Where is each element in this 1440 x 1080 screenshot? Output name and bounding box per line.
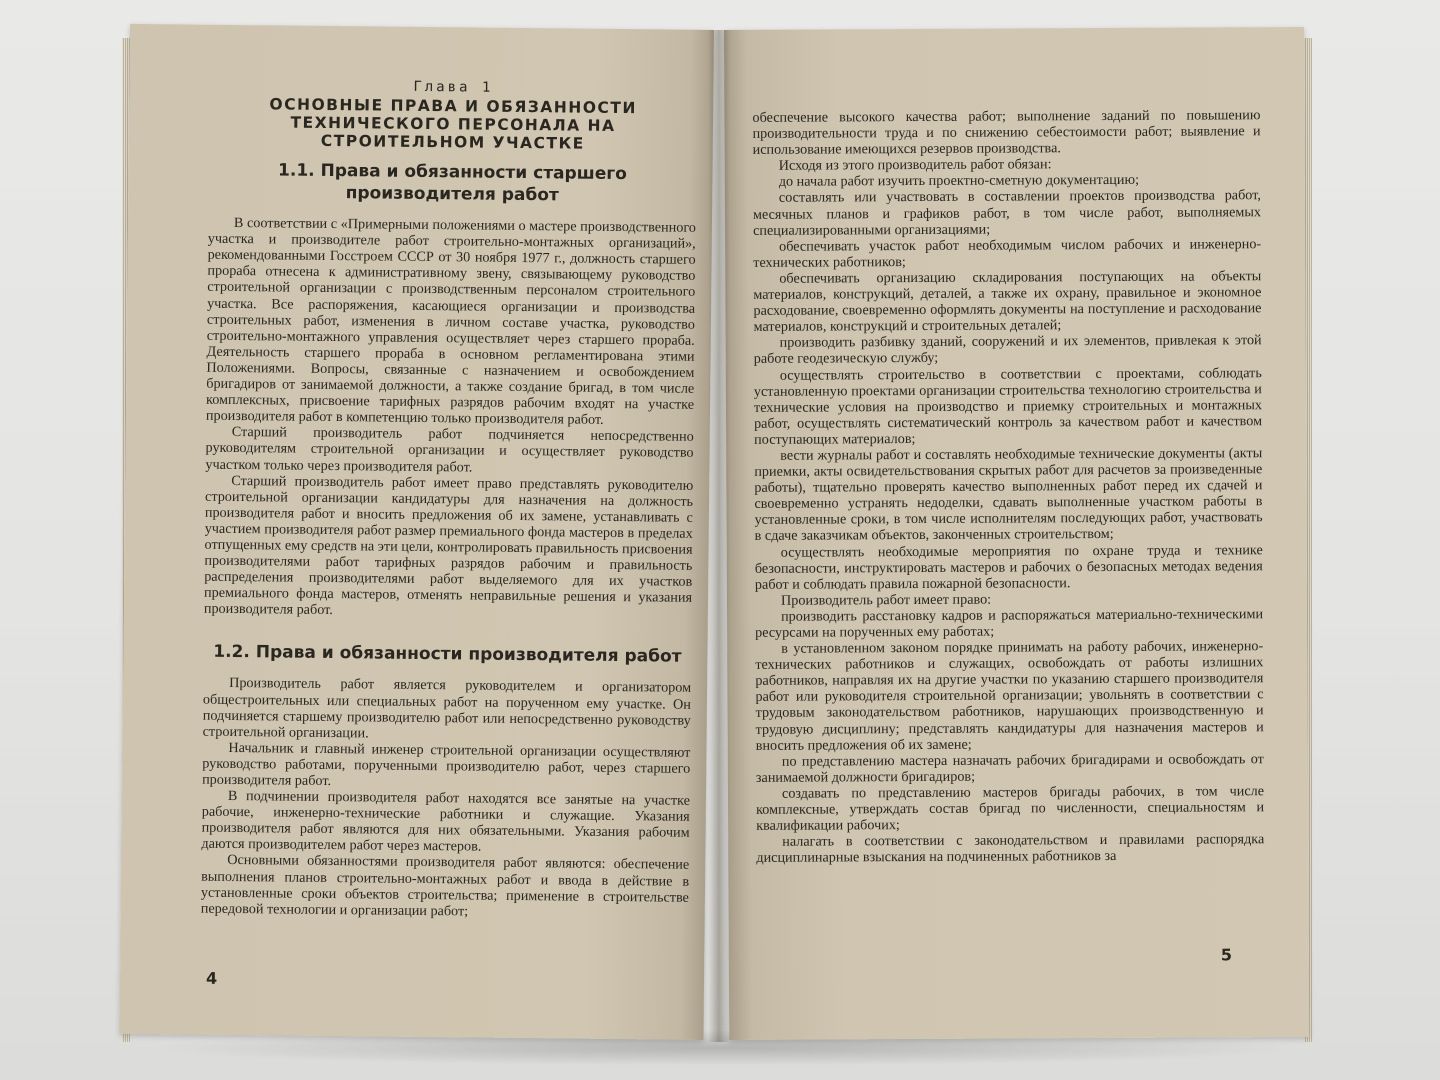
chapter-title-line-2: ТЕХНИЧЕСКОГО ПЕРСОНАЛА НА СТРОИТЕЛЬНОМ УЧАСТКЕ [290, 113, 616, 153]
chapter-title-line-1: ОСНОВНЫЕ ПРАВА И ОБЯЗАННОСТИ [269, 95, 637, 118]
right-page [724, 27, 1309, 1040]
right-page-paragraph: Производитель работ имеет право: [780, 591, 992, 609]
right-page-paragraph: осуществлять необходимые мероприятия по охране труда и технике безопасности, инструктировать мастеров и рабочих о безопасных методах ведения работ и соблюдать правила пожарной безопасности. [754, 541, 1263, 593]
section-1-paragraph: Старший производитель работ имеет право представлять руководителю строительной организации кандидатуры для назначения на должность производителя работ и вносить предложения об их замене, устанавливать с участием производителя работ размер премиального фонда мастеров в пределах отпущенных ему средств на эти цели, контролировать правильность присвоения производителями работ тарифных разрядов рабочим и правильность распределения производителями работ выделяемого для их участков премиального фонда мастеров, отменять неправильные решения и указания производителя работ. [203, 472, 694, 619]
section-2-paragraph: Производитель работ является руководителем и организатором общестроительных или специальных работ на порученном ему участке. Он подчиняется старшему производителю работ или непосредственно руководству строительной организации. [202, 675, 692, 742]
open-book [112, 30, 1320, 1054]
section-2-paragraph: Начальник и главный инженер строительной организации осуществляют руководство работами, порученными производителю работ, через старшего производителя работ. [202, 739, 691, 790]
chapter-title [209, 95, 698, 154]
right-page-paragraph: вести журналы работ и составлять необходимые технические документы (акты приемки, акты освидетельствования скрытых работ для расчетов за произведенные работы), тщательно проверять качество выполненных работ перед их сдачей и своевременно устранять недоделки, сдавать выполненные участком работы в установленные сроки, в том числе исполнителям последующих работ, участвовать в сдаче заказчикам объектов, законченных строительством; [754, 445, 1263, 545]
section-2-paragraph: Основными обязанностями производителя работ являются: обеспечение выполнения планов строительно-монтажных работ и ввода в действие в установленные сроки объектов строительства; применение в строительстве передовой технологии и организации работ; [200, 852, 690, 920]
section-2-paragraph: В подчинении производителя работ находятся все занятые на участке рабочие, инженерно-технические работники и служащие. Указания производителя работ являются для них обязательными. Указания рабочим даются производителем работ через мастеров. [201, 788, 691, 855]
right-page-paragraph: Исходя из этого производитель работ обязан: [778, 156, 1052, 174]
right-page-paragraph: производить расстановку кадров и распоряжаться материально-техническими ресурсами на порученных ему работах; [755, 606, 1264, 641]
right-page-paragraph: создавать по представлению мастеров бригады рабочих, в том числе комплексные, утверждать состав бригад по численности, специальностям и квалификации рабочих; [756, 783, 1265, 834]
section-1-paragraph: В соответствии с «Примерными положениями о мастере производственного участка и производителе работ строительно-монтажных организаций», рекомендованными Госстроем СССР от 30 ноября 1977 г., должность старшего прораба отнесена к административному звену, связывающему руководство строительной организации с производственным персоналом строительного участка. Все распоряжения, касающиеся организации и производства строительных работ, изменения в личном составе участка, руководство строительно-монтажного управления осуществляет через старшего прораба. Деятельность старшего прораба в основном регламентирована этими Положениями. Вопросы, связанные с назначением и освобождением бригадиров от занимаемой должности, а также создание бригад, в том числе комплексных, присвоение тарифных разрядов рабочим входят на участке производителя работ в компетенцию только производителя работ. [205, 215, 697, 429]
right-page-paragraph: обеспечивать организацию складирования поступающих на объекты материалов, конструкций, деталей, а также их охрану, правильное и экономное расходование, своевременно оформлять документы на поступление и расходование материалов, конструкций и строительных деталей; [753, 268, 1262, 336]
right-page-paragraph: в установленном законом порядке принимать на работу рабочих, инженерно-технических работников и служащих, освобождать от работы излишних работников, направляя их на другие участки по указанию старшего производителя работ или руководителя строительной организации; увольнять в соответствии с трудовым законодательством работников, нарушающих производственную и трудовую дисциплину; представлять кандидатуры для назначения мастеров и вносить предложения об их замене; [755, 638, 1264, 754]
left-page [119, 24, 714, 1040]
right-page-content [752, 107, 1264, 866]
right-page-paragraph: обеспечивать участок работ необходимым числом рабочих и инженерно-технических работников; [753, 235, 1262, 271]
left-page-content [201, 75, 698, 922]
section-1-title [208, 159, 696, 208]
right-page-paragraph: производить разбивку зданий, сооружений и их элементов, привлекая к этой работе геодезическую службу; [753, 332, 1262, 368]
section-1-title-line-2: производителя работ [345, 183, 559, 206]
page-number-right: 5 [1220, 945, 1233, 965]
page-number-left: 4 [205, 968, 218, 988]
chapter-number: Глава 1 [413, 78, 494, 96]
right-page-paragraph: по представлению мастера назначать рабочих бригадирами и освобождать от занимаемой должности бригадиров; [755, 750, 1264, 786]
right-page-paragraph: составлять или участвовать в составлении проектов производства работ, месячных планов и графиков работ, в том числе работ, выполняемых специализированными организациями; [752, 187, 1262, 239]
right-page-paragraph: обеспечение высокого качества работ; выполнение заданий по повышению производительности труда и по снижению себестоимости работ; выявление и использование имеющихся резервов производства. [752, 107, 1261, 159]
section-1-paragraph: Старший производитель работ подчиняется непосредственно руководителям строительной организации и осуществляет руководство участком только через производителя работ. [205, 424, 694, 475]
right-page-paragraph: налагать в соответствии с законодательством и правилами распорядка дисциплинарные взыскания на подчиненных работников за [756, 831, 1265, 867]
book-gutter [708, 30, 730, 1042]
right-page-paragraph: до начала работ изучить проектно-сметную документацию; [778, 172, 1140, 191]
right-page-paragraph: осуществлять строительство в соответствии с проектами, соблюдать установленную проектами организации строительства технологию строительства и технические условия на производство и приемку строительных и монтажных работ, осуществлять систематический контроль за качеством работ и качеством поступающих материалов; [753, 364, 1263, 448]
section-1-title-line-1: 1.1. Права и обязанности старшего [277, 160, 627, 185]
section-2-title: 1.2. Права и обязанности производителя работ [213, 642, 682, 668]
